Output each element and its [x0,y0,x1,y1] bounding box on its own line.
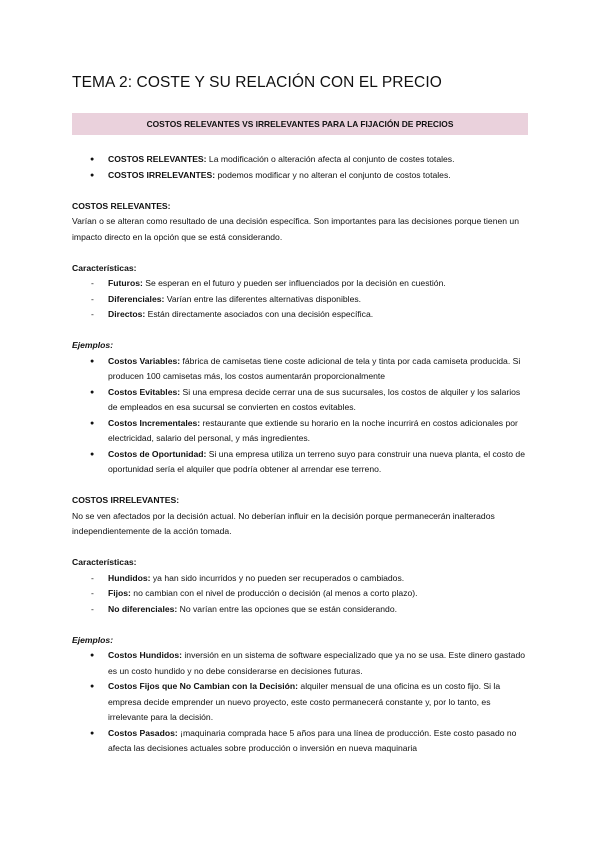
list-item: ● COSTOS RELEVANTES: La modificación o alteración afecta al conjunto de costes totales. [72,152,532,168]
list-item: - Directos: Están directamente asociados con una decisión específica. [72,307,532,323]
irrelevantes-examples [72,648,532,757]
content [72,152,532,757]
relevantes-description: Varían o se alteran como resultado de una decisión específica. Son importantes para las decisiones porque tienen un impacto directo en la opción que se está considerando. [72,216,519,242]
list-item: ● COSTOS IRRELEVANTES: podemos modificar y no alteran el conjunto de costos totales. [72,168,532,184]
list-item: - Fijos: no cambian con el nivel de producción o decisión (al menos a corto plazo). [72,586,532,602]
irrelevantes-characteristics [72,571,532,618]
section-banner [72,113,528,135]
banner-text: COSTOS RELEVANTES VS IRRELEVANTES PARA LA FIJACIÓN DE PRECIOS [146,119,454,129]
list-item: ● Costos Hundidos: inversión en un sistema de software especializado que ya no se usa. Este dinero gastado es un costo hundido y no debe considerarse en decisiones futuras. [72,648,532,679]
characteristics-heading: Características: [72,262,137,273]
relevantes-heading: COSTOS RELEVANTES: [72,200,171,211]
list-item: ● Costos Fijos que No Cambian con la Decisión: alquiler mensual de una oficina es un costo fijo. Si la empresa decide emprender un nuevo proyecto, este costo permanecerá constante y, por lo tanto, es irrelevante para la decisión. [72,679,532,726]
list-item: ● Costos Incrementales: restaurante que extiende su horario en la noche incurrirá en costos adicionales por electricidad, salario del personal, y más ingredientes. [72,416,532,447]
list-item: - No diferenciales: No varían entre las opciones que se están considerando. [72,602,532,618]
examples-heading: Ejemplos: [72,340,114,350]
list-item: - Futuros: Se esperan en el futuro y pueden ser influenciados por la decisión en cuestión. [72,276,532,292]
list-item: ● Costos Pasados: ¡maquinaria comprada hace 5 años para una línea de producción. Este costo pasado no afecta las decisiones actuales sobre producción o inversión en nueva maquinaria [72,726,532,757]
list-item: ● Costos Variables: fábrica de camisetas tiene coste adicional de tela y tinta por cada camiseta producida. Si producen 100 camisetas más, los costos aumentarán proporcionalmente [72,354,532,385]
page-title: TEMA 2: COSTE Y SU RELACIÓN CON EL PRECIO [72,74,442,91]
list-item: - Diferenciales: Varían entre las diferentes alternativas disponibles. [72,292,532,308]
relevantes-examples [72,354,532,478]
relevantes-characteristics [72,276,532,323]
irrelevantes-description: No se ven afectados por la decisión actual. No deberían influir en la decisión porque permanecerán inalterados independientemente de la acción tomada. [72,510,495,536]
list-item: - Hundidos: ya han sido incurridos y no pueden ser recuperados o cambiados. [72,571,532,587]
list-item: ● Costos Evitables: Si una empresa decide cerrar una de sus sucursales, los costos de alquiler y los salarios de empleados en esa sucursal se convierten en costos evitables. [72,385,532,416]
characteristics-heading: Características: [72,557,137,567]
list-item: ● Costos de Oportunidad: Si una empresa utiliza un terreno suyo para construir una nueva planta, el costo de oportunidad sería el alquiler que podría obtener al arrendar ese terreno. [72,447,532,478]
irrelevantes-heading: COSTOS IRRELEVANTES: [72,495,180,505]
summary-list [72,152,532,183]
examples-heading: Ejemplos: [72,634,114,645]
